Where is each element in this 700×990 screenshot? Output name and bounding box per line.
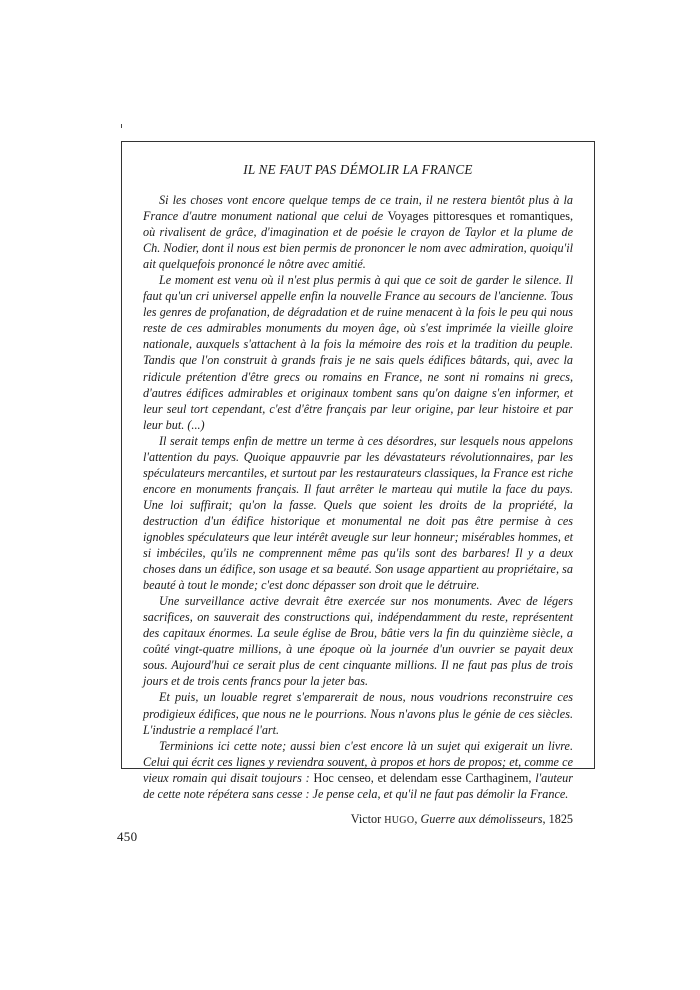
italic-text: Terminions ici cette note; aussi bien c'est encore là un sujet qui exigerait un livre. Celui qui écrit ces lignes y reviendra souvent, à propos et hors de propos; et, comme ce vieux romain qui disait toujours : bbox=[143, 738, 573, 785]
excerpt-paragraph bbox=[143, 593, 573, 689]
attribution-separator: , bbox=[414, 811, 421, 826]
author-last-name: HUGO bbox=[384, 814, 415, 826]
author-name bbox=[351, 812, 415, 826]
excerpt-body bbox=[143, 192, 573, 802]
roman-phrase: Hoc censeo, et delendam esse Carthaginem, bbox=[313, 770, 532, 785]
page-top-rule bbox=[121, 124, 122, 128]
italic-text: Il serait temps enfin de mettre un terme à ces désordres, sur lesquels nous appelons l'attention du pays. Quoique appauvrie par les dévastateurs révolutionnaires, par les spéculateurs mercantiles, et surtout par les restaurateurs classiques, la France est riche encore en monuments français. Il faut arrêter le marteau qui mutile la face du pays. Une loi suffirait; qu'on la fasse. Quels que soient les droits de la propriété, la destruction d'un édifice historique et monumental ne doit pas être permise à ces ignobles spéculateurs que leur intérêt aveugle sur leur honneur; misérables hommes, et si imbéciles, qu'ils ne comprennent même pas qu'ils sont des barbares! Il y a deux choses dans un édifice, son usage et sa beauté. Son usage appartient au propriétaire, sa beauté à tout le monde; c'est donc dépasser son droit que le détruire. bbox=[143, 433, 574, 593]
excerpt-paragraph bbox=[143, 738, 573, 802]
italic-text: Le moment est venu où il n'est plus permis à qui que ce soit de garder le silence. Il faut qu'un cri universel appelle enfin la nouvelle France au secours de l'ancienne. Tous les genres de profanation, de dégradation et de ruine menacent à la fois le peu qui nous reste de ces admirables monuments du moyen âge, où s'est imprimée la vieille gloire nationale, auxquels s'attachent à la fois la mémoire des rois et la tradition du peuple. Tandis que l'on construit à grands frais je ne sais quels édifices bâtards, qui, avec la ridicule prétention d'être grecs ou romains en France, ne sont ni romains ni grecs, d'autres édifices admirables et originaux tombent sans qu'on daigne s'en informer, et leur seul tort cependant, c'est d'être français par leur origine, par leur histoire et par leur but. (...) bbox=[143, 273, 573, 432]
excerpt-paragraph bbox=[143, 689, 573, 737]
italic-text: où rivalisent de grâce, d'imagination et de poésie le crayon de Taylor et la plume de Ch. Nodier, dont il nous est bien permis de prononcer le nom avec admiration, quoiqu'il ait quelquefois prononcé le nôtre avec amitié. bbox=[143, 225, 573, 272]
italic-text: Et puis, un louable regret s'emparerait de nous, nous voudrions reconstruire ces prodigieux édifices, que nous ne le pourrions. Nous n'avons plus le génie de ces siècles. L'industrie a remplacé l'art. bbox=[143, 690, 573, 737]
excerpt-title: IL NE FAUT PAS DÉMOLIR LA FRANCE bbox=[243, 162, 473, 177]
excerpt-paragraph bbox=[143, 433, 573, 593]
attribution bbox=[143, 812, 573, 827]
excerpt-paragraph bbox=[143, 272, 573, 432]
work-year: , 1825 bbox=[542, 811, 573, 826]
excerpt-paragraph bbox=[143, 192, 573, 272]
italic-text: Si les choses vont encore quelque temps de ce train, il ne restera bientôt plus à la France d'autre monument national que celui de bbox=[143, 193, 573, 224]
work-title: Guerre aux démolisseurs bbox=[420, 811, 543, 826]
italic-text: l'auteur de cette note répétera sans cesse : Je pense cela, et qu'il ne faut pas démolir la France. bbox=[143, 770, 573, 801]
roman-phrase: Voyages pittoresques et romantiques, bbox=[387, 209, 573, 224]
author-first-name: Victor bbox=[350, 811, 382, 826]
boxed-excerpt bbox=[121, 141, 595, 826]
page-number: 450 bbox=[117, 829, 138, 844]
italic-text: Une surveillance active devrait être exercée sur nos monuments. Avec de légers sacrifices, on sauverait des constructions qui, indépendamment du reste, représentent des capitaux énormes. La seule église de Brou, bâtie vers la fin du quinzième siècle, a coûté vingt-quatre millions, à une époque où la journée d'un ouvrier se payait deux sous. Aujourd'hui ce serait plus de cent cinquante millions. Il ne faut pas plus de trois jours et de trois cents francs pour la jeter bas. bbox=[143, 594, 573, 689]
